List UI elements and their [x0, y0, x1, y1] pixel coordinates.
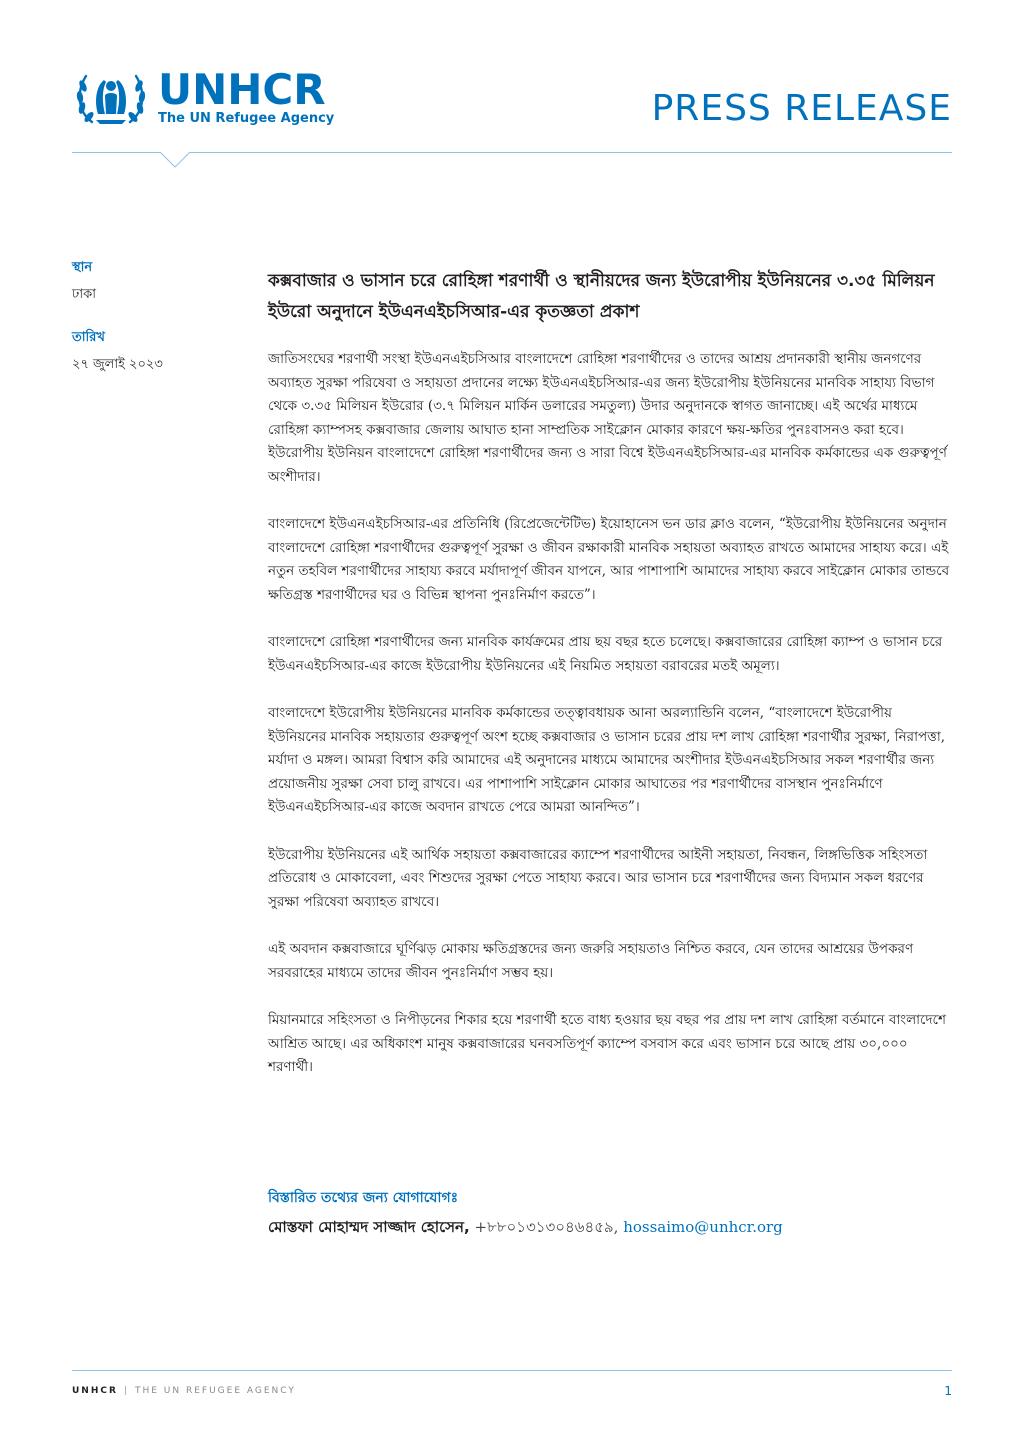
meta-column	[72, 258, 222, 398]
press-release-heading: PRESS RELEASE	[651, 88, 952, 129]
place-label: স্থান	[72, 260, 93, 275]
footer-brand-name: UNHCR	[72, 1386, 118, 1396]
footer-agency-name: THE UN REFUGEE AGENCY	[134, 1386, 296, 1396]
contact-line	[268, 1216, 952, 1241]
paragraph: বাংলাদেশে ইউএনএইচসিআর-এর প্রতিনিধি (রিপ্রেজেন্টেটিভ) ইয়োহানেস ভন ডার ক্লাও বলেন, “ইউরোপীয় ইউনিয়নের অনুদান বাংলাদেশে রোহিঙ্গা শরণার্থীদের গুরুত্বপূর্ণ সুরক্ষা ও জীবন রক্ষাকারী মানবিক সহায়তা অব্যাহত রাখতে আমাদের সাহায্য করে। এই নতুন তহবিল শরণার্থীদের সাহায্য করবে মর্যাদাপূর্ণ জীবন যাপনে, আর পাশাপাশি আমাদের সাহায্য করবে সাইক্লোন মোকার তান্ডবে ক্ষতিগ্রস্ত শরণার্থীদের ঘর ও বিভিন্ন স্থাপনা পুনঃনির্মাণ করতে”।	[268, 516, 950, 603]
header-divider	[72, 152, 952, 153]
paragraph: ইউরোপীয় ইউনিয়নের এই আর্থিক সহায়তা কক্সবাজারের ক্যাম্পে শরণার্থীদের আইনী সহায়তা, নিবন্ধন, লিঙ্গভিত্তিক সহিংসতা প্রতিরোধ ও মোকাবেলা, এবং শিশুদের সুরক্ষা পেতে সাহায্য করবে। আর ভাসান চরে শরণার্থীদের জন্য বিদ্যমান সকল ধরণের সুরক্ষা পরিষেবা অব্যাহত রাখবে।	[268, 846, 928, 910]
contact-heading: বিস্তারিত তথ্যের জন্য যোগাযোগঃ	[268, 1190, 459, 1206]
paragraph: জাতিসংঘের শরণার্থী সংস্থা ইউএনএইচসিআর বাংলাদেশে রোহিঙ্গা শরণার্থীদের ও তাদের আশ্রয় প্রদানকারী স্থানীয় জনগণের অব্যাহত সুরক্ষা পরিষেবা ও সহায়তা প্রদানের লক্ষ্যে ইউএনএইচসিআর-এর জন্য ইউরোপীয় ইউনিয়নের মানবিক সাহায্য বিভাগ থেকে ৩.৩৫ মিলিয়ন ইউরোর (৩.৭ মিলিয়ন মার্কিন ডলারের সমতুল্য) উদার অনুদানকে স্বাগত জানাচ্ছে। এই অর্থের মাধ্যমে রোহিঙ্গা ক্যাম্পসহ কক্সবাজার জেলায় আঘাত হানা সাম্প্রতিক সাইক্লোন মোকার কারণে ক্ষয়-ক্ষতির পুনঃবাসনও করা হবে। ইউরোপীয় ইউনিয়ন বাংলাদেশে রোহিঙ্গা শরণার্থীদের জন্য ও সারা বিশ্বে ইউএনএইচসিআর-এর মানবিক কর্মকান্ডের এক গুরুত্বপূর্ণ অংশীদার।	[268, 351, 947, 485]
footer-separator: |	[123, 1386, 129, 1396]
date-label: তারিখ	[72, 330, 105, 345]
paragraph: এই অবদান কক্সবাজারে ঘূর্ণিঝড় মোকায় ক্ষতিগ্রস্তদের জন্য জরুরি সহায়তাও নিশ্চিত করবে, যেন তাদের আশ্রয়ের উপকরণ সরবরাহের মাধ্যমে তাদের জীবন পুনঃনির্মাণ সম্ভব হয়।	[268, 941, 914, 981]
article-body	[268, 266, 952, 1104]
paragraph: বাংলাদেশে ইউরোপীয় ইউনিয়নের মানবিক কর্মকান্ডের তত্ত্বাবধায়ক আনা অরল্যান্ডিনি বলেন, “বাংলাদেশে ইউরোপীয় ইউনিয়নের মানবিক সহায়তার গুরুত্বপূর্ণ অংশ হচ্ছে কক্সবাজার ও ভাসান চরের প্রায় দশ লাখ রোহিঙ্গা শরণার্থীর সুরক্ষা, নিরাপত্তা, মর্যাদা ও মঙ্গল। আমরা বিশ্বাস করি আমাদের এই অনুদানের মাধ্যমে আমাদের অংশীদার ইউএনএইচসিআর সকল শরণার্থীর জন্য প্রয়োজনীয় সুরক্ষা সেবা চালু রাখবে। এর পাশাপাশি সাইক্লোন মোকার আঘাতের পর শরণার্থীদের বাসস্থান পুনঃনির্মাণে ইউএনএইচসিআর-এর কাজে অবদান রাখতে পেরে আমরা আনন্দিত”।	[268, 705, 946, 815]
page-number: 1	[944, 1384, 952, 1398]
date-value: ২৭ জুলাই ২০২৩	[72, 357, 163, 372]
paragraph: বাংলাদেশে রোহিঙ্গা শরণার্থীদের জন্য মানবিক কার্যক্রমের প্রায় ছয় বছর হতে চলেছে। কক্সবাজারের রোহিঙ্গা ক্যাম্প ও ভাসান চরে ইউএনএইচসিআর-এর কাজে ইউরোপীয় ইউনিয়নের এই নিয়মিত সহায়তা বরাবরের মতই অমূল্য।	[268, 634, 943, 674]
logo-tagline: The UN Refugee Agency	[158, 111, 335, 126]
article-title: কক্সবাজার ও ভাসান চরে রোহিঙ্গা শরণার্থী ও স্থানীয়দের জন্য ইউরোপীয় ইউনিয়নের ৩.৩৫ মিলিয়ন ইউরো অনুদানে ইউএনএইচসিআর-এর কৃতজ্ঞতা প্রকাশ	[268, 271, 935, 322]
footer-brand	[72, 1386, 296, 1396]
contact-name: মোস্তফা মোহাম্মদ সাজ্জাদ হোসেন,	[268, 1218, 470, 1236]
laurel-hands-emblem-icon	[72, 66, 150, 130]
footer-divider	[72, 1370, 952, 1371]
contact-section	[268, 1186, 952, 1241]
place-value: ঢাকা	[72, 287, 96, 302]
contact-phone: +৮৮০১৩১৩০৪৬৪৫৯,	[474, 1218, 619, 1236]
contact-email-link[interactable]: hossaimo@unhcr.org	[623, 1218, 783, 1236]
header-notch-icon	[160, 151, 190, 169]
unhcr-logo	[72, 66, 352, 130]
logo-wordmark: UNHCR	[158, 65, 326, 114]
paragraph: মিয়ানমারে সহিংসতা ও নিপীড়নের শিকার হয়ে শরণার্থী হতে বাধ্য হওয়ার ছয় বছর পর প্রায় দশ লাখ রোহিঙ্গা বর্তমানে বাংলাদেশে আশ্রিত আছে। এর অধিকাংশ মানুষ কক্সবাজারের ঘনবসতিপূর্ণ ক্যাম্পে বসবাস করে এবং ভাসান চরে আছে প্রায় ৩০,০০০ শরণার্থী।	[268, 1012, 946, 1075]
